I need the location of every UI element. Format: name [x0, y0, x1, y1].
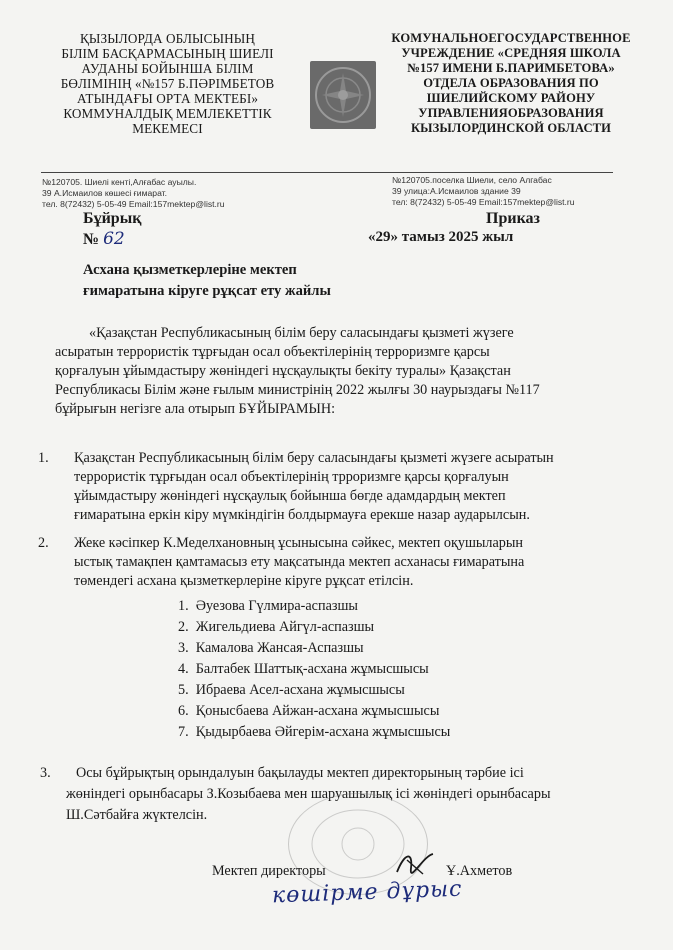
- staff-list: [178, 596, 450, 743]
- subject-line: ғимаратына кіруге рұқсат ету жайлы: [83, 283, 331, 299]
- order-number-prefix: №: [83, 231, 100, 248]
- order-label-ru: Приказ: [486, 210, 540, 227]
- header-right-line: ОТДЕЛА ОБРАЗОВАНИЯ ПО: [423, 76, 599, 90]
- header-left-line: ҚЫЗЫЛОРДА ОБЛЫСЫНЫҢ: [80, 31, 255, 46]
- subject-line: Асхана қызметкерлеріне мектеп: [83, 262, 297, 278]
- signature-position: Мектеп директоры: [212, 863, 326, 879]
- order-label-kz: Бұйрық: [83, 210, 142, 227]
- header-right-line: УЧРЕЖДЕНИЕ «СРЕДНЯЯ ШКОЛА: [401, 46, 621, 60]
- order-number: [83, 229, 125, 249]
- item-line: төмендегі асхана қызметкерлеріне кіруге рұқсат етілсін.: [74, 573, 414, 589]
- header-left-line: БӨЛІМІНІҢ «№157 Б.ПӘРІМБЕТОВ: [60, 76, 275, 91]
- item-line: террористік тұрғыдан осал объектілерінің трроризмге қарсы қорғалуын: [74, 469, 509, 485]
- header-left-line: БІЛІМ БАСҚАРМАСЫНЫҢ ШИЕЛІ: [61, 46, 274, 61]
- list-item-2: [38, 534, 524, 591]
- item-number: 1.: [38, 450, 49, 466]
- intro-line: «Қазақстан Республикасының білім беру саласындағы қызметі жүзеге: [89, 325, 514, 341]
- header-right-line: ШИЕЛИЙСКОМУ РАЙОНУ: [426, 91, 596, 105]
- intro-line: асыратын террористік тұрғыдан осал объектілерінің терроризмге қарсы: [55, 344, 490, 360]
- list-item-1: [38, 449, 554, 525]
- item-line: Ш.Сәтбайға жүктелсін.: [66, 807, 208, 823]
- address-left: [42, 177, 225, 210]
- item-line: Жеке кәсіпкер К.Меделхановның ұсынысына сәйкес, мектеп оқушыларын: [74, 535, 523, 551]
- address-left-line: 39 А.Исмаилов көшесі ғимарат.: [42, 188, 168, 198]
- header-left-line: АУДАНЫ БОЙЫНША БІЛІМ: [81, 61, 254, 76]
- header-right-line: №157 ИМЕНИ Б.ПАРИМБЕТОВА»: [407, 61, 615, 75]
- staff-item: 5. Ибраева Асел-асхана жұмысшысы: [178, 682, 405, 698]
- staff-item: 3. Камалова Жансая-Аспазшы: [178, 640, 364, 656]
- staff-item: 7. Қыдырбаева Әйгерім-асхана жұмысшысы: [178, 724, 451, 740]
- item-line: ғимаратына еркін кіру мүмкіндігін болдырмауға ерекше назар аударылсын.: [74, 507, 530, 523]
- subject: [83, 260, 331, 302]
- order-date: «29» тамыз 2025 жыл: [368, 229, 514, 245]
- address-right: [392, 175, 575, 208]
- item-line: Осы бұйрықтың орындалуын бақылауды мектеп директорының тәрбие ісі: [76, 765, 524, 781]
- address-right-line: тел: 8(72432) 5-05-49 Email:157mektep@list.ru: [392, 197, 575, 207]
- handwritten-note: көшірме дұрыс: [271, 876, 463, 909]
- intro-line: бұйрығын негізге ала отырып БҰЙЫРАМЫН:: [55, 401, 336, 417]
- header-right-line: УПРАВЛЕНИЯОБРАЗОВАНИЯ: [418, 106, 604, 120]
- signature-name: Ұ.Ахметов: [446, 863, 513, 879]
- address-right-line: №120705.поселка Шиели, село Алгабас: [392, 175, 552, 185]
- item-number: 3.: [40, 765, 51, 781]
- staff-item: 1. Әуезова Гүлмира-аспазшы: [178, 598, 358, 614]
- header-right-line: КОМУНАЛЬНОЕГОСУДАРСТВЕННОЕ: [391, 31, 631, 45]
- staff-item: 4. Балтабек Шаттық-асхана жұмысшысы: [178, 661, 429, 677]
- item-line: ыстық тамақпен қамтамасыз ету мақсатында мектеп асханасы ғимаратына: [74, 554, 525, 570]
- intro-line: Республикасы Білім және ғылым министрінің 2022 жылғы 30 наурыздағы №117: [55, 382, 540, 398]
- item-line: Қазақстан Республикасының білім беру саласындағы қызметі жүзеге асыратын: [74, 450, 554, 466]
- header-left-line: МЕКЕМЕСІ: [132, 121, 203, 136]
- header-right: [380, 31, 642, 136]
- item-line: жөніндегі орынбасары З.Козыбаева мен шаруашылық ісі жөніндегі орынбасары: [66, 786, 551, 802]
- header-left-line: КОММУНАЛДЫҚ МЕМЛЕКЕТТІК: [63, 106, 272, 121]
- staff-item: 2. Жигельдиева Айгүл-аспазшы: [178, 619, 375, 635]
- staff-item: 6. Қонысбаева Айжан-асхана жұмысшысы: [178, 703, 440, 719]
- order-number-value: 62: [103, 229, 125, 249]
- intro-line: қорғалуын ұйымдастыру жөніндегі нұсқаулықты бекіту туралы» Қазақстан: [55, 363, 511, 379]
- header-right-line: КЫЗЫЛОРДИНСКОЙ ОБЛАСТИ: [410, 121, 612, 135]
- item-line: ұйымдастыру жөніндегі нұсқаулық бойынша бөгде адамдардың мектеп: [74, 488, 506, 504]
- address-left-line: №120705. Шиелі кенті,Алғабас ауылы.: [42, 177, 197, 187]
- header-left: [40, 31, 295, 136]
- intro-paragraph: [55, 324, 540, 419]
- header-left-line: АТЫНДАҒЫ ОРТА МЕКТЕБІ»: [76, 91, 259, 106]
- address-left-line: тел. 8(72432) 5-05-49 Email:157mektep@list.ru: [42, 199, 225, 209]
- address-right-line: 39 улица:А.Исмаилов здание 39: [392, 186, 521, 196]
- state-emblem-icon: [310, 61, 376, 129]
- header-divider: [41, 172, 613, 173]
- item-number: 2.: [38, 535, 49, 551]
